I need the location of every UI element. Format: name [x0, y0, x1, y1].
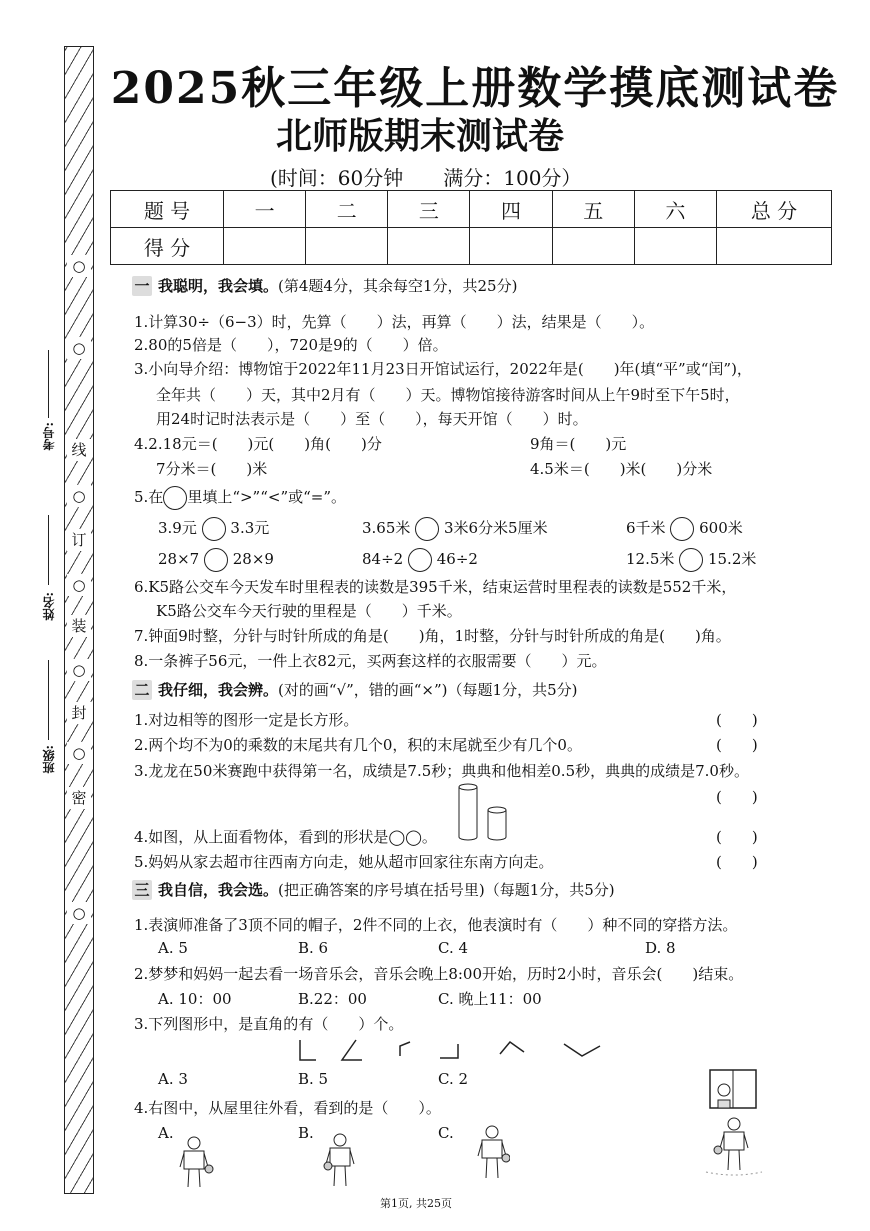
- compare-right: 600米: [699, 519, 743, 537]
- question-1-1: 1.计算30÷（6−3）时，先算（ ）法，再算（ ）法，结果是（ ）。: [134, 313, 655, 331]
- table-cell: 题 号: [111, 191, 224, 228]
- section-note: (第4题4分，其余每空1分，共25分): [278, 277, 518, 295]
- table-cell: 五: [552, 191, 634, 228]
- section-title: 我仔细，我会辨。: [158, 681, 279, 699]
- window-scene-figure: [700, 1068, 768, 1180]
- table-cell: 六: [634, 191, 716, 228]
- option[interactable]: C. 2: [438, 1070, 469, 1088]
- question-1-5: [134, 486, 346, 510]
- question-1-4d: 4.5米＝( )米( )分米: [530, 460, 713, 478]
- question-1-8: 8.一条裤子56元，一件上衣82元，买两套这样的衣服需要（ ）元。: [134, 652, 607, 670]
- option[interactable]: A. 3: [158, 1070, 188, 1088]
- compare-circle-input[interactable]: [202, 517, 226, 541]
- binding-mark: ○: [67, 574, 91, 596]
- question-1-7: 7.钟面9时整，分针与时针所成的角是( )角，1时整，分针与时针所成的角是( )角。: [134, 627, 731, 645]
- option[interactable]: B.: [298, 1124, 314, 1142]
- section-note: (把正确答案的序号填在括号里)（每题1分，共5分): [278, 881, 615, 899]
- binding-mark: ○: [67, 742, 91, 764]
- score-input-cell[interactable]: [717, 228, 832, 265]
- question-1-4c: 7分米＝( )米: [156, 460, 268, 478]
- binding-strip: [64, 46, 94, 1194]
- question-1-3b: 全年共（ ）天，其中2月有（ ）天。博物馆接待游客时间从上午9时至下午5时，: [156, 386, 740, 404]
- compare-left: 3.9元: [158, 519, 197, 537]
- class-line: [48, 660, 49, 740]
- page-subtitle: 北师版期末测试卷: [275, 115, 564, 157]
- score-table: [110, 190, 832, 265]
- question-1-6a: 6.K5路公交车今天发车时里程表的读数是395千米，结束运营时里程表的读数是552千米，: [134, 578, 737, 596]
- question-1-3c: 用24时记时法表示是（ ）至（ ），每天开馆（ ）时。: [156, 410, 588, 428]
- table-cell: 三: [388, 191, 470, 228]
- exam-number-line: [48, 350, 49, 418]
- score-input-cell[interactable]: [224, 228, 306, 265]
- table-cell: 一: [224, 191, 306, 228]
- binding-mark: ○: [67, 659, 91, 681]
- section-number: 三: [132, 880, 152, 900]
- compare-left: 3.65米: [362, 519, 411, 537]
- question-1-4a: 4.2.18元＝( )元( )角( )分: [134, 435, 382, 453]
- answer-bracket[interactable]: ( ): [716, 853, 758, 871]
- binding-mark: ○: [67, 255, 91, 277]
- q5-text-pre: 5.在: [134, 488, 164, 506]
- table-cell: 得 分: [111, 228, 224, 265]
- question-3-2: 2.梦梦和妈妈一起去看一场音乐会，音乐会晚上8:00开始，历时2小时，音乐会( )结束。: [134, 965, 744, 983]
- compare-item: [362, 517, 548, 541]
- option[interactable]: C. 4: [438, 939, 469, 957]
- binding-mark: 密: [67, 787, 91, 809]
- compare-circle-input[interactable]: [670, 517, 694, 541]
- question-2-3: 3.龙龙在50米赛跑中获得第一名，成绩是7.5秒；典典和他相差0.5秒，典典的成绩是7.0秒。: [134, 762, 749, 780]
- score-input-cell[interactable]: [306, 228, 388, 265]
- name-line: [48, 515, 49, 585]
- question-2-1: 1.对边相等的图形一定是长方形。: [134, 711, 359, 729]
- cylinders-figure: [455, 782, 515, 844]
- compare-item: [362, 548, 478, 572]
- score-table-score-row: [111, 228, 832, 265]
- compare-circle-input[interactable]: [408, 548, 432, 572]
- table-cell: 总 分: [717, 191, 832, 228]
- compare-circle-input[interactable]: [204, 548, 228, 572]
- compare-right: 3.3元: [230, 519, 270, 537]
- compare-item: [158, 517, 269, 541]
- table-cell: 四: [470, 191, 552, 228]
- question-2-4: 4.如图，从上面看物体，看到的形状是◯◯。: [134, 828, 437, 846]
- compare-right: 46÷2: [436, 550, 478, 568]
- score-input-cell[interactable]: [388, 228, 470, 265]
- answer-bracket[interactable]: ( ): [716, 788, 758, 806]
- score-table-header-row: [111, 191, 832, 228]
- option[interactable]: C.: [438, 1124, 454, 1142]
- compare-right: 3米6分米5厘米: [443, 519, 548, 537]
- q5-text-post: 里填上“>”“<”或“=”。: [187, 488, 347, 506]
- option[interactable]: B.22：00: [298, 990, 367, 1008]
- binding-mark: ○: [67, 485, 91, 507]
- compare-item: [158, 548, 274, 572]
- option[interactable]: B. 5: [298, 1070, 329, 1088]
- section-title: 我自信，我会选。: [158, 881, 279, 899]
- binding-mark: 装: [67, 615, 91, 637]
- section-note: (对的画“√”，错的画“×”)（每题1分，共5分): [278, 681, 578, 699]
- question-1-3a: 3.小向导介绍：博物馆于2022年11月23日开馆试运行，2022年是( )年(填“平”或“闰”)，: [134, 360, 752, 378]
- binding-mark: 订: [67, 529, 91, 551]
- option[interactable]: A.: [158, 1124, 174, 1142]
- option[interactable]: C. 晚上11：00: [438, 990, 542, 1008]
- compare-circle: [163, 486, 187, 510]
- compare-item: [626, 548, 756, 572]
- answer-bracket[interactable]: ( ): [716, 828, 758, 846]
- answer-bracket[interactable]: ( ): [716, 736, 758, 754]
- binding-mark: ○: [67, 902, 91, 924]
- binding-mark: ○: [67, 337, 91, 359]
- page-footer: 第1页, 共25页: [380, 1197, 452, 1210]
- question-3-4: 4.右图中，从屋里往外看，看到的是（ ）。: [134, 1099, 441, 1117]
- compare-circle-input[interactable]: [415, 517, 439, 541]
- question-1-4b: 9角＝( )元: [530, 435, 627, 453]
- section-3-heading: [132, 879, 615, 900]
- section-number: 二: [132, 680, 152, 700]
- time-info: (时间：60分钟 满分：100分）: [270, 166, 582, 190]
- boy-front-figure: [474, 1124, 510, 1182]
- section-1-heading: [132, 275, 517, 296]
- angles-figure: [292, 1038, 612, 1064]
- section-title: 我聪明，我会填。: [158, 277, 279, 295]
- page-title: 2025秋三年级上册数学摸底测试卷: [110, 63, 840, 114]
- table-cell: 二: [306, 191, 388, 228]
- compare-circle-input[interactable]: [679, 548, 703, 572]
- compare-left: 28×7: [158, 550, 200, 568]
- question-3-1: 1.表演师准备了3顶不同的帽子，2件不同的上衣，他表演时有（ ）种不同的穿搭方法。: [134, 916, 738, 934]
- question-3-3: 3.下列图形中，是直角的有（ ）个。: [134, 1015, 404, 1033]
- compare-right: 15.2米: [707, 550, 757, 568]
- option[interactable]: D. 8: [645, 939, 676, 957]
- option[interactable]: A. 10：00: [158, 990, 232, 1008]
- question-1-6b: K5路公交车今天行驶的里程是（ ）千米。: [156, 602, 462, 620]
- answer-bracket[interactable]: ( ): [716, 711, 758, 729]
- compare-left: 84÷2: [362, 550, 404, 568]
- section-2-heading: [132, 679, 577, 700]
- boy-back-figure: [178, 1135, 214, 1191]
- option[interactable]: B. 6: [298, 939, 329, 957]
- question-2-2: 2.两个均不为0的乘数的末尾共有几个0，积的末尾就至少有几个0。: [134, 736, 582, 754]
- option[interactable]: A. 5: [158, 939, 188, 957]
- exam-number-label: 考号:: [42, 422, 56, 451]
- compare-left: 12.5米: [626, 550, 675, 568]
- boy-front-figure: [322, 1132, 358, 1190]
- compare-right: 28×9: [232, 550, 274, 568]
- class-label: 班级:: [42, 745, 56, 774]
- question-1-2: 2.80的5倍是（ ），720是9的（ ）倍。: [134, 336, 448, 354]
- score-input-cell[interactable]: [634, 228, 716, 265]
- section-number: 一: [132, 276, 152, 296]
- compare-left: 6千米: [626, 519, 666, 537]
- question-2-5: 5.妈妈从家去超市往西南方向走，她从超市回家往东南方向走。: [134, 853, 554, 871]
- score-input-cell[interactable]: [552, 228, 634, 265]
- binding-mark: 线: [67, 439, 91, 461]
- compare-item: [626, 517, 743, 541]
- binding-mark: 封: [67, 702, 91, 724]
- name-label: 姓名:: [42, 592, 56, 621]
- score-input-cell[interactable]: [470, 228, 552, 265]
